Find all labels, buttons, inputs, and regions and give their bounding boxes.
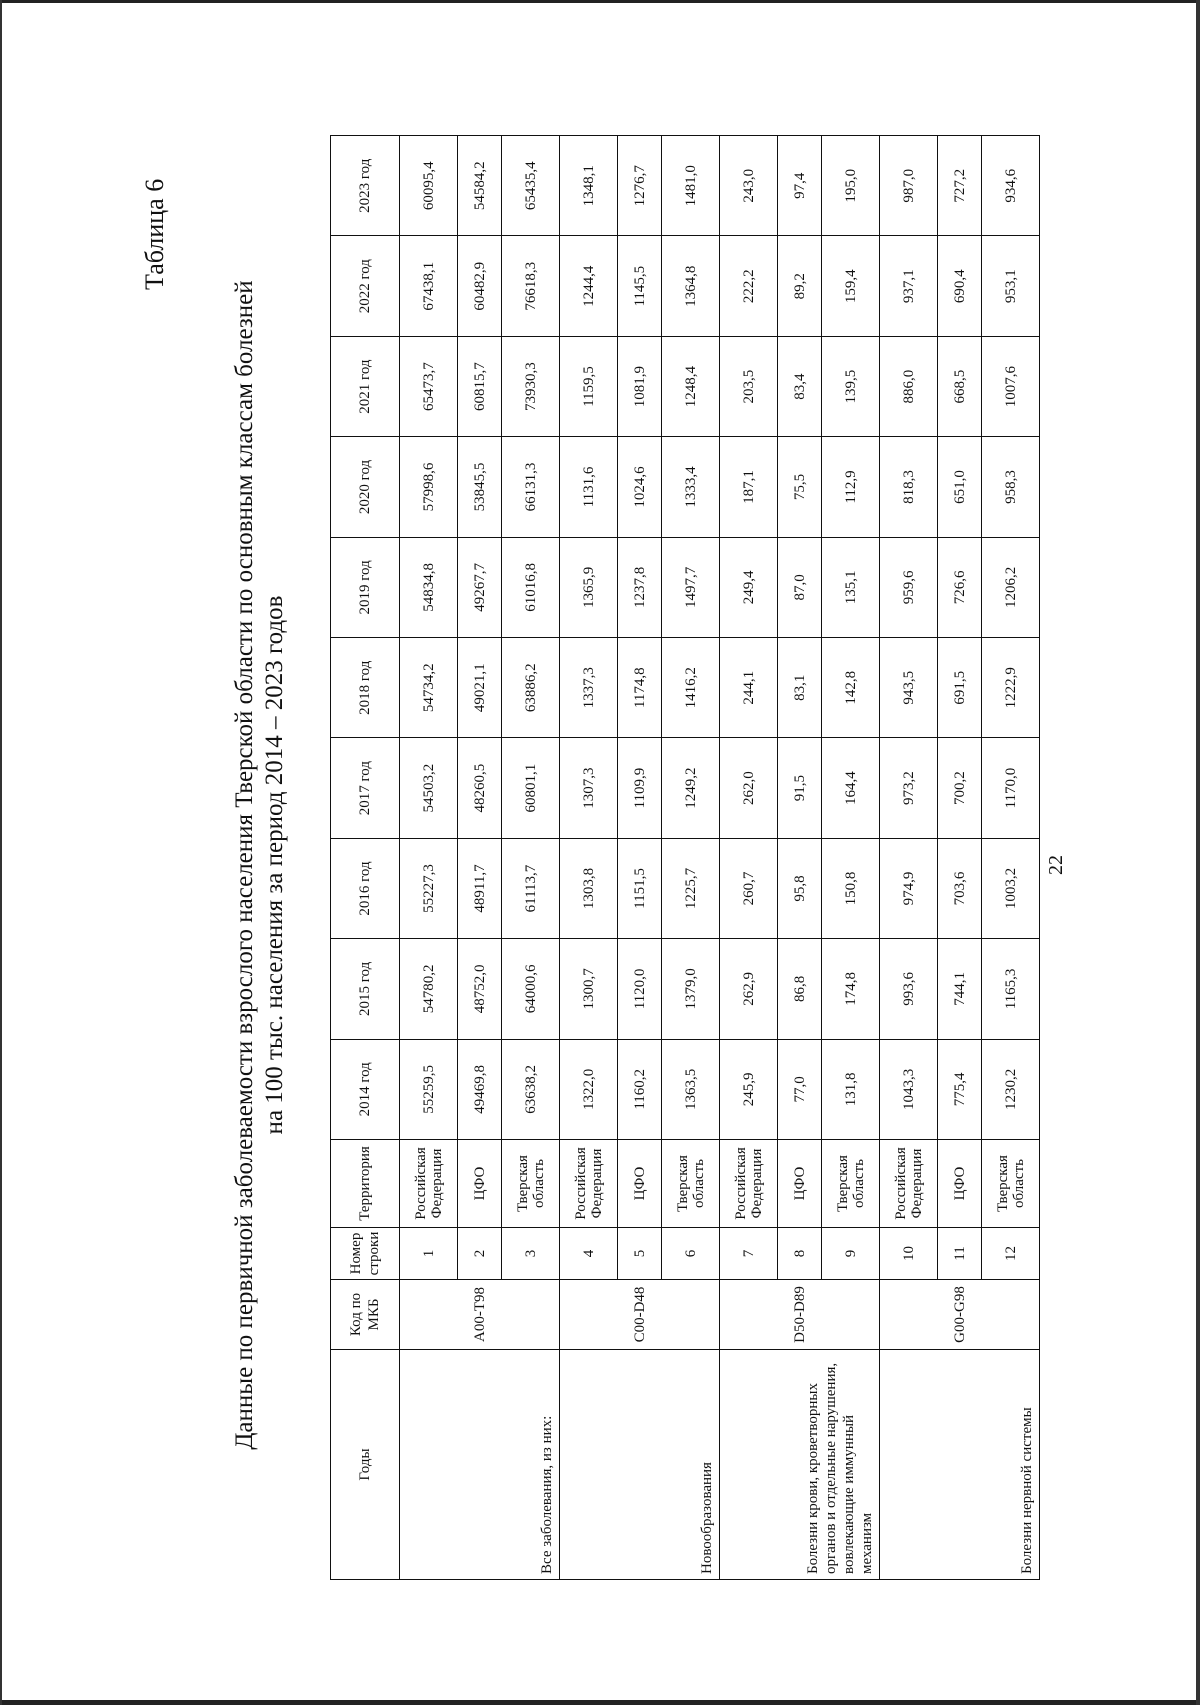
- value-cell: 1145,5: [618, 236, 662, 336]
- value-cell: 886,0: [880, 336, 938, 436]
- value-cell: 651,0: [938, 437, 982, 537]
- table-label: Таблица 6: [140, 178, 169, 290]
- value-cell: 1131,6: [560, 437, 618, 537]
- value-cell: 87,0: [778, 537, 822, 637]
- table-body: [400, 136, 1040, 1580]
- territory: ЦФО: [938, 1140, 982, 1228]
- territory: ЦФО: [778, 1140, 822, 1228]
- row-number: 2: [458, 1228, 502, 1280]
- header-year: 2018 год: [331, 638, 400, 738]
- row-number: 10: [880, 1228, 938, 1280]
- value-cell: 727,2: [938, 136, 982, 236]
- value-cell: 1109,9: [618, 738, 662, 838]
- value-cell: 187,1: [720, 437, 778, 537]
- table-row: [560, 136, 618, 1580]
- value-cell: 1348,1: [560, 136, 618, 236]
- value-cell: 54503,2: [400, 738, 458, 838]
- value-cell: 1248,4: [662, 336, 720, 436]
- territory: Российская Федерация: [560, 1140, 618, 1228]
- value-cell: 48911,7: [458, 838, 502, 938]
- rotated-page-content: [130, 110, 1130, 1620]
- territory: Российская Федерация: [880, 1140, 938, 1228]
- value-cell: 953,1: [982, 236, 1040, 336]
- value-cell: 244,1: [720, 638, 778, 738]
- value-cell: 818,3: [880, 437, 938, 537]
- value-cell: 89,2: [778, 236, 822, 336]
- value-cell: 86,8: [778, 939, 822, 1039]
- value-cell: 54584,2: [458, 136, 502, 236]
- value-cell: 1170,0: [982, 738, 1040, 838]
- value-cell: 95,8: [778, 838, 822, 938]
- icd-code: G00-G98: [880, 1280, 1040, 1350]
- value-cell: 112,9: [822, 437, 880, 537]
- territory: Российская Федерация: [400, 1140, 458, 1228]
- value-cell: 91,5: [778, 738, 822, 838]
- value-cell: 159,4: [822, 236, 880, 336]
- table-header-row: [331, 136, 400, 1580]
- header-year: 2023 год: [331, 136, 400, 236]
- row-number: 7: [720, 1228, 778, 1280]
- row-number: 12: [982, 1228, 1040, 1280]
- value-cell: 243,0: [720, 136, 778, 236]
- value-cell: 83,4: [778, 336, 822, 436]
- value-cell: 1024,6: [618, 437, 662, 537]
- value-cell: 1237,8: [618, 537, 662, 637]
- value-cell: 97,4: [778, 136, 822, 236]
- value-cell: 700,2: [938, 738, 982, 838]
- value-cell: 1007,6: [982, 336, 1040, 436]
- value-cell: 203,5: [720, 336, 778, 436]
- value-cell: 987,0: [880, 136, 938, 236]
- value-cell: 65435,4: [502, 136, 560, 236]
- title-line-2: на 100 тыс. населения за период 2014 – 2023 годов: [261, 595, 288, 1135]
- value-cell: 1416,2: [662, 638, 720, 738]
- value-cell: 1364,8: [662, 236, 720, 336]
- row-number: 8: [778, 1228, 822, 1280]
- value-cell: 245,9: [720, 1039, 778, 1139]
- value-cell: 76618,3: [502, 236, 560, 336]
- value-cell: 55227,3: [400, 838, 458, 938]
- value-cell: 66131,3: [502, 437, 560, 537]
- territory: Тверская область: [662, 1140, 720, 1228]
- value-cell: 49267,7: [458, 537, 502, 637]
- value-cell: 61016,8: [502, 537, 560, 637]
- value-cell: 1159,5: [560, 336, 618, 436]
- header-territory: Территория: [331, 1140, 400, 1228]
- value-cell: 1337,3: [560, 638, 618, 738]
- value-cell: 55259,5: [400, 1039, 458, 1139]
- value-cell: 1333,4: [662, 437, 720, 537]
- value-cell: 139,5: [822, 336, 880, 436]
- value-cell: 60482,9: [458, 236, 502, 336]
- value-cell: 1120,0: [618, 939, 662, 1039]
- value-cell: 262,9: [720, 939, 778, 1039]
- territory: Тверская область: [502, 1140, 560, 1228]
- value-cell: 48752,0: [458, 939, 502, 1039]
- value-cell: 174,8: [822, 939, 880, 1039]
- title-line-1: Данные по первичной заболеваемости взрослого населения Тверской области по основным классам болезней: [231, 280, 258, 1450]
- page-title: [230, 110, 290, 1620]
- value-cell: 691,5: [938, 638, 982, 738]
- value-cell: 1300,7: [560, 939, 618, 1039]
- value-cell: 1481,0: [662, 136, 720, 236]
- value-cell: 83,1: [778, 638, 822, 738]
- value-cell: 60095,4: [400, 136, 458, 236]
- value-cell: 49021,1: [458, 638, 502, 738]
- value-cell: 775,4: [938, 1039, 982, 1139]
- value-cell: 60815,7: [458, 336, 502, 436]
- value-cell: 65473,7: [400, 336, 458, 436]
- value-cell: 1160,2: [618, 1039, 662, 1139]
- value-cell: 1225,7: [662, 838, 720, 938]
- value-cell: 726,6: [938, 537, 982, 637]
- value-cell: 60801,1: [502, 738, 560, 838]
- value-cell: 1165,3: [982, 939, 1040, 1039]
- value-cell: 142,8: [822, 638, 880, 738]
- value-cell: 934,6: [982, 136, 1040, 236]
- value-cell: 1379,0: [662, 939, 720, 1039]
- row-number: 9: [822, 1228, 880, 1280]
- table-row: [720, 136, 778, 1580]
- value-cell: 53845,5: [458, 437, 502, 537]
- value-cell: 1081,9: [618, 336, 662, 436]
- value-cell: 993,6: [880, 939, 938, 1039]
- value-cell: 1244,4: [560, 236, 618, 336]
- icd-code: C00-D48: [560, 1280, 720, 1350]
- value-cell: 1003,2: [982, 838, 1040, 938]
- row-number: 1: [400, 1228, 458, 1280]
- value-cell: 262,0: [720, 738, 778, 838]
- value-cell: 54834,8: [400, 537, 458, 637]
- value-cell: 1151,5: [618, 838, 662, 938]
- value-cell: 703,6: [938, 838, 982, 938]
- disease-group-name: Все заболевания, из них:: [400, 1350, 560, 1580]
- disease-group-name: Новообразования: [560, 1350, 720, 1580]
- value-cell: 260,7: [720, 838, 778, 938]
- value-cell: 1363,5: [662, 1039, 720, 1139]
- value-cell: 973,2: [880, 738, 938, 838]
- value-cell: 54780,2: [400, 939, 458, 1039]
- icd-code: A00-T98: [400, 1280, 560, 1350]
- territory: ЦФО: [618, 1140, 662, 1228]
- value-cell: 1174,8: [618, 638, 662, 738]
- table-row: [400, 136, 458, 1580]
- scan-border-top: [0, 0, 1200, 3]
- header-year: 2020 год: [331, 437, 400, 537]
- header-year: 2022 год: [331, 236, 400, 336]
- value-cell: 77,0: [778, 1039, 822, 1139]
- row-number: 3: [502, 1228, 560, 1280]
- value-cell: 64000,6: [502, 939, 560, 1039]
- header-group: Годы: [331, 1350, 400, 1580]
- value-cell: 222,2: [720, 236, 778, 336]
- row-number: 4: [560, 1228, 618, 1280]
- value-cell: 937,1: [880, 236, 938, 336]
- header-year: 2019 год: [331, 537, 400, 637]
- row-number: 11: [938, 1228, 982, 1280]
- value-cell: 974,9: [880, 838, 938, 938]
- value-cell: 67438,1: [400, 236, 458, 336]
- row-number: 5: [618, 1228, 662, 1280]
- value-cell: 75,5: [778, 437, 822, 537]
- value-cell: 63886,2: [502, 638, 560, 738]
- page-number: 22: [1045, 855, 1067, 875]
- territory: Российская Федерация: [720, 1140, 778, 1228]
- value-cell: 150,8: [822, 838, 880, 938]
- scan-border-right: [1196, 0, 1200, 1705]
- value-cell: 164,4: [822, 738, 880, 838]
- value-cell: 959,6: [880, 537, 938, 637]
- value-cell: 195,0: [822, 136, 880, 236]
- scan-border-bottom: [0, 1700, 1200, 1705]
- value-cell: 73930,3: [502, 336, 560, 436]
- value-cell: 54734,2: [400, 638, 458, 738]
- value-cell: 668,5: [938, 336, 982, 436]
- value-cell: 135,1: [822, 537, 880, 637]
- row-number: 6: [662, 1228, 720, 1280]
- header-year: 2015 год: [331, 939, 400, 1039]
- morbidity-table: [330, 135, 1040, 1580]
- territory: Тверская область: [982, 1140, 1040, 1228]
- value-cell: 48260,5: [458, 738, 502, 838]
- value-cell: 249,4: [720, 537, 778, 637]
- scan-border-left: [0, 0, 2, 1705]
- value-cell: 1276,7: [618, 136, 662, 236]
- value-cell: 49469,8: [458, 1039, 502, 1139]
- value-cell: 1206,2: [982, 537, 1040, 637]
- header-year: 2016 год: [331, 838, 400, 938]
- value-cell: 1307,3: [560, 738, 618, 838]
- value-cell: 131,8: [822, 1039, 880, 1139]
- header-row-no: Номер строки: [331, 1228, 400, 1280]
- header-code: Код по МКБ: [331, 1280, 400, 1350]
- value-cell: 1230,2: [982, 1039, 1040, 1139]
- territory: Тверская область: [822, 1140, 880, 1228]
- territory: ЦФО: [458, 1140, 502, 1228]
- value-cell: 690,4: [938, 236, 982, 336]
- disease-group-name: Болезни нервной системы: [880, 1350, 1040, 1580]
- value-cell: 61113,7: [502, 838, 560, 938]
- value-cell: 1365,9: [560, 537, 618, 637]
- value-cell: 958,3: [982, 437, 1040, 537]
- value-cell: 1043,3: [880, 1039, 938, 1139]
- header-year: 2014 год: [331, 1039, 400, 1139]
- disease-group-name: Болезни крови, кроветворных органов и отдельные нарушения, вовлекающие иммунный механизм: [720, 1350, 880, 1580]
- value-cell: 943,5: [880, 638, 938, 738]
- value-cell: 1249,2: [662, 738, 720, 838]
- value-cell: 1497,7: [662, 537, 720, 637]
- header-year: 2021 год: [331, 336, 400, 436]
- header-year: 2017 год: [331, 738, 400, 838]
- table-row: [880, 136, 938, 1580]
- value-cell: 1222,9: [982, 638, 1040, 738]
- value-cell: 1322,0: [560, 1039, 618, 1139]
- value-cell: 57998,6: [400, 437, 458, 537]
- value-cell: 744,1: [938, 939, 982, 1039]
- icd-code: D50-D89: [720, 1280, 880, 1350]
- value-cell: 63638,2: [502, 1039, 560, 1139]
- value-cell: 1303,8: [560, 838, 618, 938]
